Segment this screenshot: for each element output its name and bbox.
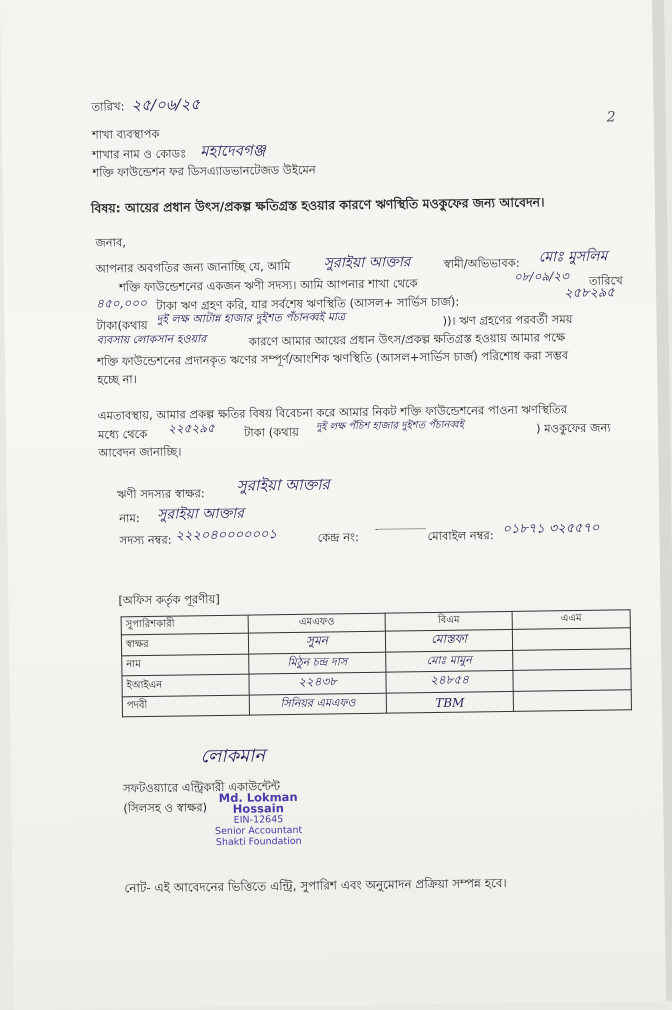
date-label: তারিখ: xyxy=(91,99,125,114)
mobile-value: ০১৮৭১ ৩২৫৫৭০ xyxy=(502,520,600,538)
para1-text: ))। ঋণ গ্রহণের পরবর্তী সময় xyxy=(442,312,573,328)
page-fold-edge xyxy=(652,0,672,1001)
waive-words-hw: দুই লক্ষ পঁচিশ হাজার দুইশত পঁচানব্বই xyxy=(315,419,464,433)
office-section-title: [অফিস কর্তৃক পূরণীয়] xyxy=(118,591,220,608)
office-table xyxy=(121,609,632,717)
am-signature xyxy=(512,628,630,651)
para2-text: মধ্যে থেকে xyxy=(97,426,148,442)
am-name xyxy=(513,649,631,671)
row-label: ইআইএন xyxy=(122,674,249,697)
member-signature: সুরাইয়া আক্তার xyxy=(236,475,330,495)
mfo-signature: সুমন xyxy=(248,631,385,654)
para1-text: তারিখে xyxy=(588,273,623,288)
bm-signature: মোস্তফা xyxy=(385,629,512,652)
mobile-label: মোবাইল নম্বর: xyxy=(427,528,494,544)
header-cell: সুপারিশকারী xyxy=(121,615,248,635)
mfo-name: মিঠুন চন্দ্র দাস xyxy=(249,652,386,674)
stamp-ein: EIN-12645 xyxy=(233,814,284,826)
bm-designation: TBM xyxy=(386,691,513,713)
mfo-ein: ২২৪৩৮ xyxy=(249,672,386,695)
stamp-org: Shakti Foundation xyxy=(215,835,302,849)
para1-text: শক্তি ফাউন্ডেশনের প্রদানকৃত ঋণের সম্পূর্ণ/আংশিক ঋণস্থিতি (আসল+সার্ভিস চার্জ) পরিশোধ করা সম্ভব xyxy=(96,348,569,369)
addressee-line1: শাখা ব্যবস্থাপক xyxy=(91,126,160,142)
footer-note: নোট- এই আবেদনের ভিত্তিতে এন্ট্রি, সুপারিশ এবং অনুমোদন প্রক্রিয়া সম্পন্ন হবে। xyxy=(124,876,507,896)
para1-text: টাকা ঋণ গ্রহণ করি, যার সর্বশেষ ঋণস্থিতি (আসল+ সার্ভিস চার্জ): xyxy=(156,294,460,313)
stamp-name: Md. Lokman Hossain xyxy=(218,789,298,816)
balance-hw: ২৫৮২৯৫ xyxy=(564,285,615,302)
para1-text: কারণে আমার আয়ের প্রধান উৎস/প্রকল্প ক্ষতিগ্রস্ত হওয়ায় আমার পক্ষে xyxy=(248,330,566,349)
guardian-name-hw: মোঃ মুসলিম xyxy=(538,248,608,266)
name-value: সুরাইয়া আক্তার xyxy=(157,505,245,523)
row-label: নাম xyxy=(122,654,249,676)
addressee-line3: শক্তি ফাউন্ডেশন ফর ডিসএ্যাডভানটেজড উইমেন xyxy=(92,162,316,180)
center-label: কেন্দ্র নং: xyxy=(317,530,359,545)
loan-date-hw: ০৮/০৯/২৩ xyxy=(513,269,569,284)
para2-text: টাকা (কথায় xyxy=(243,424,299,440)
stamp-title: Senior Accountant xyxy=(214,824,303,838)
margin-mark: 2 xyxy=(606,109,616,126)
balance-words-hw: দুই লক্ষ আটান্ন হাজার দুইশত পঁচানব্বই মাত্র xyxy=(156,310,346,326)
para1-text: হচ্ছে না। xyxy=(97,372,137,387)
para1-text: টাকা(কথায় xyxy=(96,317,148,333)
member-signature-label: ঋণী সদস্যর স্বাক্ষর: xyxy=(116,486,205,502)
accountant-seal-note: (সিলসহ ও স্বাক্ষর) xyxy=(123,800,208,816)
accountant-signature: লোকমান xyxy=(200,745,266,768)
accountant-title: সফটওয়্যারে এন্ট্রিকারী একাউন্টেন্ট xyxy=(122,779,281,796)
branch-label: শাখার নাম ও কোডঃ xyxy=(92,146,187,162)
cause-hw: ব্যবসায় লোকসান হওয়ার xyxy=(96,332,207,347)
name-label: নাম: xyxy=(119,511,140,526)
member-no-label: সদস্য নম্বর: xyxy=(119,532,172,548)
branch-value: মহাদেবগঞ্জ xyxy=(200,141,266,161)
am-ein xyxy=(513,669,631,692)
header-cell: এএম xyxy=(512,610,630,630)
accountant-stamp xyxy=(193,789,324,849)
bm-name: মোঃ মামুন xyxy=(386,650,513,672)
para1-text: স্বামী/অভিভাবক: xyxy=(443,255,520,271)
para2-text: এমতাবস্থায়, আমার প্রকল্প ক্ষতির বিষয় বিবেচনা করে আমার নিকট শক্তি ফাউন্ডেশনের পাওনা ঋণস্থিতির xyxy=(97,402,568,423)
mfo-designation: সিনিয়র এমএফও xyxy=(249,693,386,715)
row-label: পদবী xyxy=(122,695,249,717)
subject-line: বিষয়: আয়ের প্রধান উৎস/প্রকল্প ক্ষতিগ্রস্ত হওয়ার কারণে ঋণস্থিতি মওকুফের জন্য আবেদন। xyxy=(90,194,545,216)
center-value xyxy=(375,528,425,530)
member-no-value: ২২২০৪০০০০০০১ xyxy=(175,527,278,544)
para1-text: শক্তি ফাউন্ডেশনের একজন ঋণী সদস্য। আমি আপনার শাখা থেকে xyxy=(118,276,418,295)
para1-text: আপনার অবগতির জন্য জানাচ্ছি যে, আমি xyxy=(95,258,291,276)
date-value: ২৫/০৬/২৫ xyxy=(131,95,201,115)
salutation: জনাব, xyxy=(95,235,127,250)
para2-text: আবেদন জানাচ্ছি। xyxy=(98,444,182,460)
loan-amount-hw: ৪৫০,০০০ xyxy=(96,295,147,311)
am-designation xyxy=(513,690,631,712)
row-label: স্বাক্ষর xyxy=(121,633,248,656)
para2-text: ) মওকুফের জন্য xyxy=(535,420,611,436)
waive-amount-hw: ২২৫২৯৫ xyxy=(167,421,215,436)
header-cell: এমএফও xyxy=(248,613,385,633)
bm-ein: ২৪৮৫৪ xyxy=(386,670,513,693)
header-cell: বিএম xyxy=(385,611,512,631)
member-name-hw: সুরাইয়া আক্তার xyxy=(323,254,411,272)
